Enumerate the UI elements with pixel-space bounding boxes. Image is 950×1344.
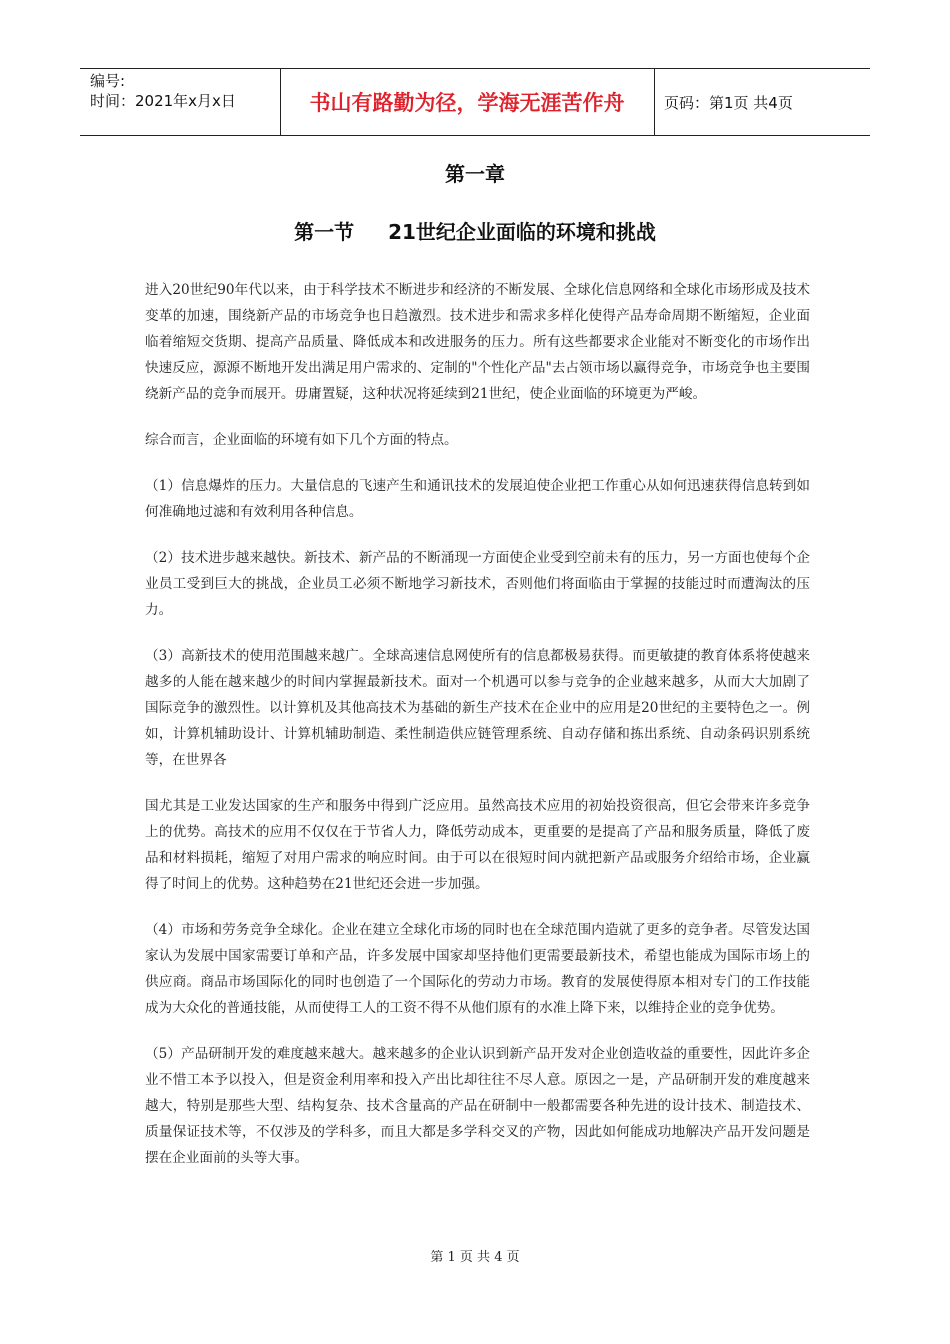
body-paragraph: （1）信息爆炸的压力。大量信息的飞速产生和通讯技术的发展迫使企业把工作重心从如何迅速获得信息转到如何准确地过滤和有效利用各种信息。: [145, 478, 810, 520]
header-info: [90, 71, 280, 111]
document-body: [145, 277, 810, 1191]
header-page-label: 页码：第1页 共4页: [664, 93, 793, 112]
section-title: 21世纪企业面临的环境和挑战: [388, 220, 656, 244]
header-divider: [654, 69, 655, 135]
page-footer: 第 1 页 共 4 页: [430, 1250, 520, 1265]
document-number-label: 编号:: [90, 72, 126, 90]
section-heading: [0, 216, 950, 245]
document-time-label: 时间：2021年x月x日: [90, 92, 236, 110]
body-paragraph: 综合而言，企业面临的环境有如下几个方面的特点。: [145, 432, 458, 448]
body-paragraph: （2）技术进步越来越快。新技术、新产品的不断涌现一方面使企业受到空前未有的压力，另一方面也使每个企业员工受到巨大的挑战，企业员工必须不断地学习新技术，否则他们将面临由于掌握的技能过时而遭淘汰的压力。: [145, 550, 810, 618]
header-motto: 书山有路勤为径，学海无涯苦作舟: [309, 91, 625, 115]
body-paragraph: 国尤其是工业发达国家的生产和服务中得到广泛应用。虽然高技术应用的初始投资很高，但它会带来许多竞争上的优势。高技术的应用不仅仅在于节省人力，降低劳动成本，更重要的是提高了产品和服务质量，降低了废品和材料损耗，缩短了对用户需求的响应时间。由于可以在很短时间内就把新产品或服务介绍给市场，企业赢得了时间上的优势。这种趋势在21世纪还会进一步加强。: [145, 798, 810, 892]
body-paragraph: （5）产品研制开发的难度越来越大。越来越多的企业认识到新产品开发对企业创造收益的重要性，因此许多企业不惜工本予以投入，但是资金利用率和投入产出比却往往不尽人意。原因之一是，产品研制开发的难度越来越大，特别是那些大型、结构复杂、技术含量高的产品在研制中一般都需要各种先进的设计技术、制造技术、质量保证技术等，不仅涉及的学科多，而且大都是多学科交叉的产物，因此如何能成功地解决产品开发问题是摆在企业面前的头等大事。: [145, 1046, 810, 1166]
body-paragraph: 进入20世纪90年代以来，由于科学技术不断进步和经济的不断发展、全球化信息网络和全球化市场形成及技术变革的加速，围绕新产品的市场竞争也日趋激烈。技术进步和需求多样化使得产品寿命周期不断缩短，企业面临着缩短交货期、提高产品质量、降低成本和改进服务的压力。所有这些都要求企业能对不断变化的市场作出快速反应，源源不断地开发出满足用户需求的、定制的"个性化产品"去占领市场以赢得竞争，市场竞争也主要围绕新产品的竞争而展开。毋庸置疑，这种状况将延续到21世纪，使企业面临的环境更为严峻。: [145, 282, 811, 402]
chapter-title: 第一章: [445, 162, 505, 186]
document-header: [80, 68, 870, 136]
body-paragraph: （4）市场和劳务竞争全球化。企业在建立全球化市场的同时也在全球范围内造就了更多的竞争者。尽管发达国家认为发展中国家需要订单和产品，许多发展中国家却坚持他们更需要最新技术，希望也能成为国际市场上的供应商。商品市场国际化的同时也创造了一个国际化的劳动力市场。教育的发展使得原本相对专门的工作技能成为大众化的普通技能，从而使得工人的工资不得不从他们原有的水准上降下来，以维持企业的竞争优势。: [145, 922, 810, 1016]
section-number: 第一节: [294, 220, 355, 244]
body-paragraph: （3）高新技术的使用范围越来越广。全球高速信息网使所有的信息都极易获得。而更敏捷的教育体系将使越来越多的人能在越来越少的时间内掌握最新技术。面对一个机遇可以参与竞争的企业越来越多，从而大大加剧了国际竞争的激烈性。以计算机及其他高技术为基础的新生产技术在企业中的应用是20世纪的主要特色之一。例如，计算机辅助设计、计算机辅助制造、柔性制造供应链管理系统、自动存储和拣出系统、自动条码识别系统等，在世界各: [145, 648, 810, 768]
